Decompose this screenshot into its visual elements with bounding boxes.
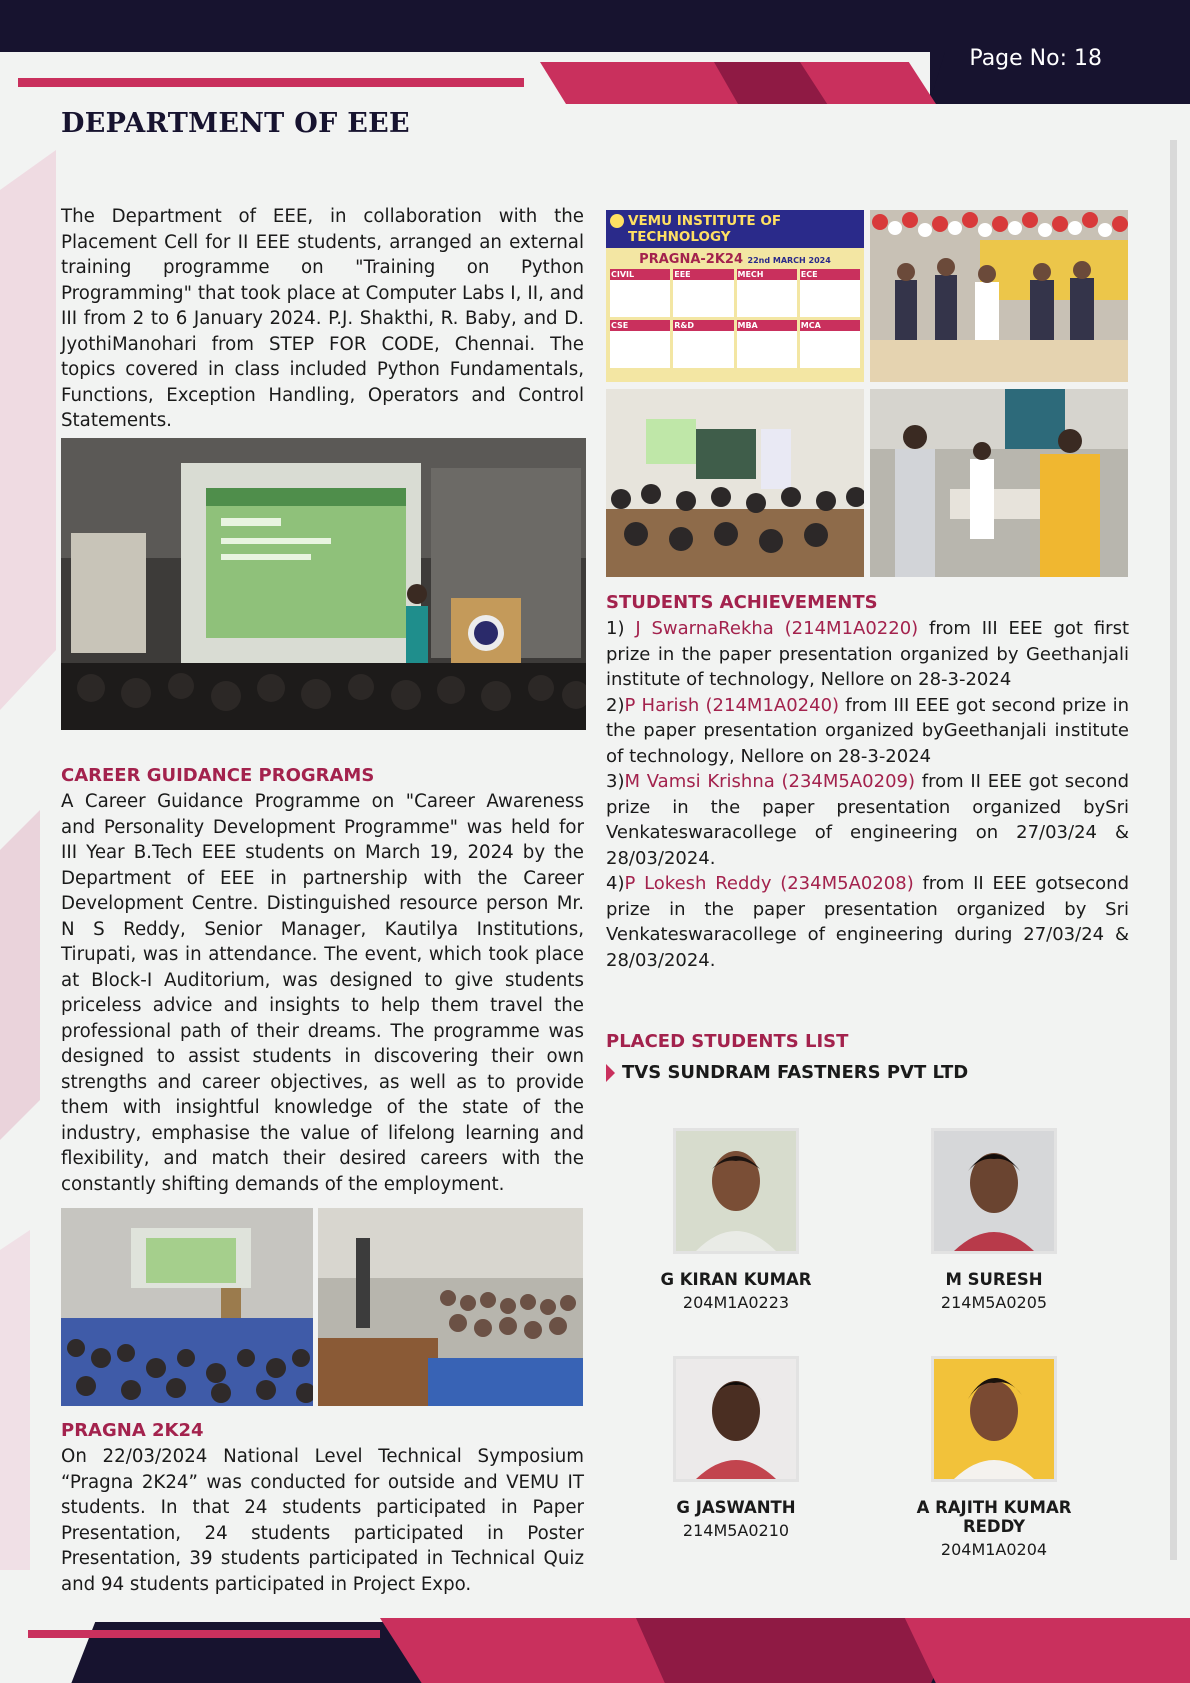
student-roll: 204M1A0223 [682, 1293, 790, 1312]
student-roll: 214M5A0205 [940, 1293, 1048, 1312]
item-text: from II EEE gotsecond prize in the paper presentation organized by Sri Venkateswaracollege of engineering during 27/03/24 & 28/03/2024. [606, 873, 1130, 971]
student-name: P Lokesh Reddy (234M5A0208) [624, 873, 914, 894]
career-auditorium-photo [61, 1208, 313, 1406]
company-name: TVS SUNDRAM FASTNERS PVT LTD [622, 1062, 969, 1083]
poster-dept: ECE [800, 269, 860, 280]
student-name: P Harish (214M1A0240) [624, 694, 840, 716]
student-photo [673, 1356, 799, 1482]
placed-heading: PLACED STUDENTS LIST [606, 1031, 849, 1052]
python-training-photo [61, 438, 586, 730]
career-audience-photo [318, 1208, 583, 1406]
item-text: from II EEE got second prize in the paper presentation organized bySri Venkateswaracollege of engineering on 27/03/24 & 28/03/2024. [606, 771, 1129, 869]
bullet-triangle-icon [606, 1064, 615, 1082]
item-text: from III EEE got first prize in the paper presentation organized by Geethanjali institute of technology, Nellore on 28-3-2024 [606, 618, 1129, 690]
item-number: 1) [606, 618, 636, 639]
student-name: A RAJITH KUMAR REDDY [916, 1498, 1072, 1536]
left-decoration [0, 150, 56, 1570]
achievements-heading: STUDENTS ACHIEVEMENTS [606, 592, 878, 613]
placed-student-card [884, 1356, 1104, 1559]
poster-date: 22nd MARCH 2024 [747, 256, 831, 265]
student-name: G JASWANTH [676, 1498, 796, 1517]
list-item [606, 769, 1129, 871]
item-number: 2) [606, 694, 625, 716]
page-number: Page No: 18 [969, 46, 1102, 71]
student-photo [931, 1356, 1057, 1482]
footer-accent-line [28, 1630, 380, 1638]
student-roll: 214M5A0210 [682, 1521, 790, 1540]
poster-dept: EEE [673, 269, 733, 280]
college-logo-icon [610, 214, 624, 228]
pragna-poster [606, 210, 864, 382]
student-name: J SwarnaRekha (214M1A0220) [635, 618, 919, 639]
career-heading: CAREER GUIDANCE PROGRAMS [61, 765, 375, 786]
poster-dept: MCA [800, 320, 860, 331]
poster-dept: MECH [737, 269, 797, 280]
student-roll: 204M1A0204 [940, 1540, 1048, 1559]
item-number: 4) [606, 873, 625, 894]
student-name: M SURESH [945, 1270, 1043, 1289]
item-number: 3) [606, 771, 625, 792]
poster-dept: R&D [673, 320, 733, 331]
pragna-heading: PRAGNA 2K24 [61, 1420, 204, 1441]
page-title: DEPARTMENT OF EEE [61, 108, 410, 139]
pragna-inauguration-photo [870, 210, 1128, 382]
item-text: from III EEE got second prize in the paper presentation organized byGeethanjali institute of technology, Nellore on 28-3-2024 [606, 694, 1129, 767]
career-paragraph: A Career Guidance Programme on "Career Awareness and Personality Development Programme" was held for III Year B.Tech EEE students on March 19, 2024 by the Department of EEE in partnership with the Career Development Centre. Distinguished resource person Mr. N S Reddy, Senior Manager, Kautilya Institutions, Tirupati, was in attendance. The event, which took place at Block-I Auditorium, was designed to give students priceless advice and insights to help them travel the professional path of their dreams. The programme was designed to assist students in discovering their own strengths and career objectives, as well as to provide them with insightful knowledge of the state of the industry, emphasise the value of lifelong learning and flexibility, and match their desired careers with the constantly shifting demands of the employment. [61, 791, 584, 1195]
placed-student-card [626, 1356, 846, 1540]
student-photo [673, 1128, 799, 1254]
list-item [606, 693, 1129, 770]
poster-institute: VEMU INSTITUTE OF TECHNOLOGY [628, 213, 782, 245]
list-item [606, 871, 1129, 973]
placed-student-card [626, 1128, 846, 1312]
pragna-paragraph: On 22/03/2024 National Level Technical Symposium “Pragna 2K24” was conducted for outside and VEMU IT students. In that 24 students participated in Paper Presentation, 24 students participated in Poster Presentation, 39 students participated in Technical Quiz and 94 students participated in Project Expo. [61, 1446, 584, 1595]
intro-paragraph: The Department of EEE, in collaboration with the Placement Cell for II EEE students, arranged an external training programme on "Training on Python Programming" that took place at Computer Labs I, II, and III from 2 to 6 January 2024. P.J. Shakthi, R. Baby, and D. JyothiManohari from STEP FOR CODE, Chennai. The topics covered in class included Python Fundamentals, Functions, Exception Handling, Operators and Control Statements. [61, 206, 584, 431]
poster-event: PRAGNA-2K24 [639, 252, 743, 267]
poster-dept: MBA [737, 320, 797, 331]
poster-dept: CSE [610, 320, 670, 331]
pragna-expo-photo [870, 389, 1128, 577]
pragna-seminar-photo [606, 389, 864, 577]
achievements-list [606, 616, 1129, 973]
student-photo [931, 1128, 1057, 1254]
student-name: G KIRAN KUMAR [660, 1270, 812, 1289]
right-rule [1170, 140, 1177, 1560]
poster-dept: CIVIL [610, 269, 670, 280]
placed-student-card [884, 1128, 1104, 1312]
student-name: M Vamsi Krishna (234M5A0209) [624, 771, 916, 792]
header-accent-line [18, 78, 524, 87]
list-item [606, 616, 1129, 693]
